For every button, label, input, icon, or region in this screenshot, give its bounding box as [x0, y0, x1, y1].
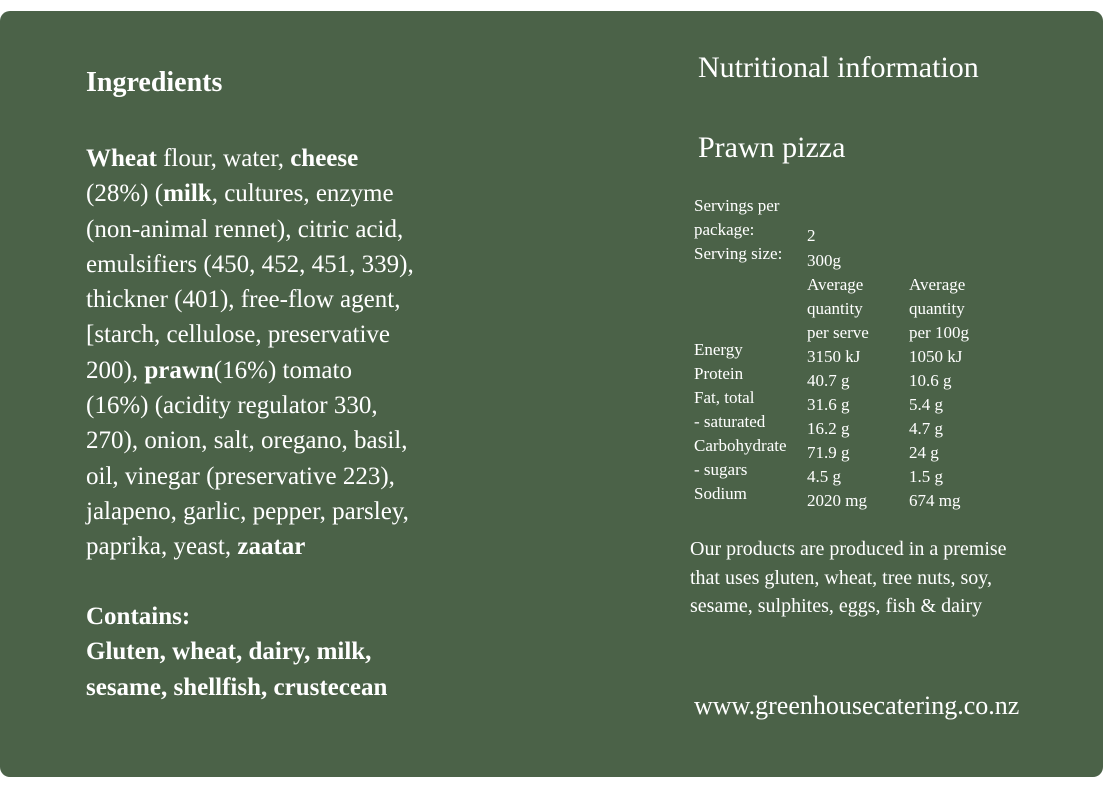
per-100g-value: 24 g: [909, 443, 939, 462]
ingredients-list: [86, 141, 466, 565]
ingredient-text: oil, vinegar (preservative 223),: [86, 462, 395, 490]
ingredient-text: emulsifiers (450, 452, 451, 339),: [86, 250, 414, 278]
per-serve-value: 4.5 g: [807, 467, 841, 486]
label-card: [0, 11, 1103, 777]
per-100g-value: 4.7 g: [909, 419, 943, 438]
per-100g-value: 5.4 g: [909, 395, 943, 414]
per-serve-value: 2020 mg: [807, 491, 867, 510]
ingredient-text: paprika, yeast,: [86, 533, 238, 561]
ingredient-allergen: Wheat: [86, 145, 157, 172]
ingredient-text: (16%) (acidity regulator 330,: [86, 392, 378, 420]
ingredient-allergen: prawn: [144, 356, 214, 384]
ingredient-text: (28%) (: [86, 180, 164, 208]
ingredient-text: (16%) tomato: [213, 356, 352, 384]
nutrient-label: Sodium: [694, 484, 747, 503]
per-100g-value: 674 mg: [909, 491, 961, 510]
nutrition-title: Nutritional information: [698, 51, 979, 84]
per-100g-value: 1050 kJ: [909, 347, 963, 366]
ingredient-allergen: zaatar: [237, 533, 306, 561]
serving-size-label: Serving size:: [694, 244, 783, 263]
ingredient-allergen: milk: [163, 180, 212, 208]
nutrient-label: Fat, total: [694, 388, 755, 407]
website-link[interactable]: www.greenhousecatering.co.nz: [694, 691, 1020, 720]
servings-label-2: package:: [694, 220, 755, 239]
nutrient-label: Energy: [694, 340, 743, 359]
product-name: Prawn pizza: [698, 131, 846, 164]
per-serve-values: [807, 345, 867, 513]
per-serve-value: 31.6 g: [807, 395, 850, 414]
nutrient-labels: [694, 338, 787, 506]
column-header-per-100g: Average quantity per 100g: [909, 275, 969, 342]
ingredient-allergen: cheese: [290, 145, 359, 172]
ingredient-text: flour, water,: [156, 145, 291, 172]
allergen-note: Our products are produced in a premise that uses gluten, wheat, tree nuts, soy, sesame, sulphites, eggs, fish & dairy: [690, 538, 1007, 618]
ingredient-text: 200),: [86, 356, 145, 384]
ingredients-title: Ingredients: [86, 67, 223, 98]
contains-label: Contains:: [86, 603, 191, 630]
ingredient-text: thickner (401), free-flow agent,: [86, 286, 401, 314]
per-serve-value: 3150 kJ: [807, 347, 861, 366]
ingredient-text: jalapeno, garlic, pepper, parsley,: [86, 497, 409, 525]
nutrient-label: - sugars: [694, 460, 748, 479]
column-header-per-serve: Average quantity per serve: [807, 275, 869, 342]
contains-section: [86, 599, 486, 705]
nutrient-label: Protein: [694, 364, 744, 383]
ingredient-text: (non-animal rennet), citric acid,: [86, 215, 404, 243]
ingredient-text: [starch, cellulose, preservative: [86, 321, 391, 349]
contains-line-1: Gluten, wheat, dairy, milk,: [86, 638, 372, 666]
ingredient-text: 270), onion, salt, oregano, basil,: [86, 427, 408, 455]
per-serve-value: 40.7 g: [807, 371, 850, 390]
per-serve-value: 71.9 g: [807, 443, 850, 462]
per-serve-value: 16.2 g: [807, 419, 850, 438]
nutrient-label: - saturated: [694, 412, 766, 431]
ingredient-text: , cultures, enzyme: [211, 180, 394, 208]
per-100g-values: [909, 345, 962, 513]
contains-line-2: sesame, shellfish, crustecean: [86, 673, 388, 701]
per-100g-value: 10.6 g: [909, 371, 952, 390]
serving-size-value: 300g: [807, 251, 841, 270]
nutrient-label: Carbohydrate: [694, 436, 787, 455]
servings-label: Servings per: [694, 196, 780, 215]
per-100g-value: 1.5 g: [909, 467, 943, 486]
servings-value: 2: [807, 226, 816, 245]
